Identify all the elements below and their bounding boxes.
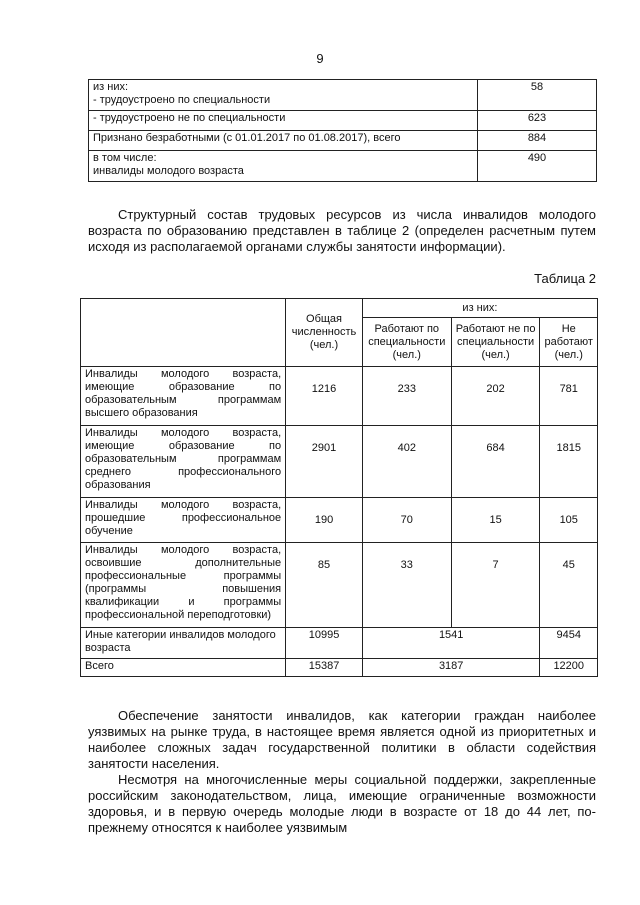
row-label: Инвалиды молодого возраста, освоившие дополнительные профессиональные программы (программы повышения квалификации и программы профессиональной переподготовки): [81, 543, 286, 628]
header-group: из них:: [362, 299, 597, 318]
row-label: Признано безработными (с 01.01.2017 по 01.08.2017), всего: [89, 131, 478, 151]
header-not-working: Не работают (чел.): [540, 318, 598, 367]
row-value: 58: [478, 80, 597, 111]
row-value: 884: [478, 131, 597, 151]
cell-total: 15387: [286, 659, 363, 677]
row-value: 490: [478, 151, 597, 182]
paragraph-structure: Структурный состав трудовых ресурсов из числа инвалидов молодого возраста по образованию представлен в таблице 2 (определен расчетным путем исходя из располагаемой органами службы занятости информации).: [88, 207, 596, 254]
row-value: 623: [478, 111, 597, 131]
education-structure-table: [80, 298, 598, 677]
cell-not-working: 12200: [540, 659, 598, 677]
header-row: [81, 299, 598, 318]
row-label: из них: - трудоустроено по специальности: [89, 80, 478, 111]
cell-total: 2901: [286, 426, 363, 498]
table-row: [81, 628, 598, 659]
table-row: [81, 367, 598, 426]
cell-not-working: 45: [540, 543, 598, 628]
page-number: 9: [316, 51, 324, 66]
cell-by-specialty: 70: [362, 498, 451, 543]
cell-total: 190: [286, 498, 363, 543]
table-row: [89, 80, 597, 111]
row-label: - трудоустроено не по специальности: [89, 111, 478, 131]
row-label: в том числе: инвалиды молодого возраста: [89, 151, 478, 182]
cell-working: 1541: [362, 628, 540, 659]
cell-total: 1216: [286, 367, 363, 426]
header-by-specialty: Работают по специальности (чел.): [362, 318, 451, 367]
cell-not-by-specialty: 15: [451, 498, 540, 543]
table-row: [89, 151, 597, 182]
cell-not-working: 1815: [540, 426, 598, 498]
table-row: [81, 498, 598, 543]
cell-not-working: 9454: [540, 628, 598, 659]
cell-total: 85: [286, 543, 363, 628]
paragraph-support: Несмотря на многочисленные меры социальной поддержки, закрепленные российским законодательством, лица, имеющие ограниченные возможности здоровья, и в первую очередь молодые люди в возрасте от 18 до 44 лет, по-прежнему относятся к наиболее уязвимым: [88, 772, 596, 835]
cell-not-working: 781: [540, 367, 598, 426]
table-row: [81, 426, 598, 498]
employment-summary-table: [88, 79, 597, 182]
cell-working: 3187: [362, 659, 540, 677]
cell-not-by-specialty: 7: [451, 543, 540, 628]
cell-not-by-specialty: 202: [451, 367, 540, 426]
cell-by-specialty: 233: [362, 367, 451, 426]
table-row: [81, 659, 598, 677]
row-label: Инвалиды молодого возраста, имеющие образование по образовательным программам среднего профессионального образования: [81, 426, 286, 498]
table-row: [81, 543, 598, 628]
cell-by-specialty: 402: [362, 426, 451, 498]
header-total: Общая численность (чел.): [286, 299, 363, 367]
table-caption: Таблица 2: [534, 271, 596, 286]
row-label: Всего: [81, 659, 286, 677]
row-label: Инвалиды молодого возраста, прошедшие профессиональное обучение: [81, 498, 286, 543]
header-not-by-specialty: Работают не по специальности (чел.): [451, 318, 540, 367]
cell-not-by-specialty: 684: [451, 426, 540, 498]
row-label: Инвалиды молодого возраста, имеющие образование по образовательным программам высшего образования: [81, 367, 286, 426]
cell-not-working: 105: [540, 498, 598, 543]
table-row: [89, 131, 597, 151]
paragraph-employment: Обеспечение занятости инвалидов, как категории граждан наиболее уязвимых на рынке труда, в настоящее время является одной из приоритетных и наиболее сложных задач государственной политики в области содействия занятости населения.: [88, 708, 596, 771]
header-empty-cell: [81, 299, 286, 367]
row-label: Иные категории инвалидов молодого возраста: [81, 628, 286, 659]
cell-by-specialty: 33: [362, 543, 451, 628]
cell-total: 10995: [286, 628, 363, 659]
table-row: [89, 111, 597, 131]
